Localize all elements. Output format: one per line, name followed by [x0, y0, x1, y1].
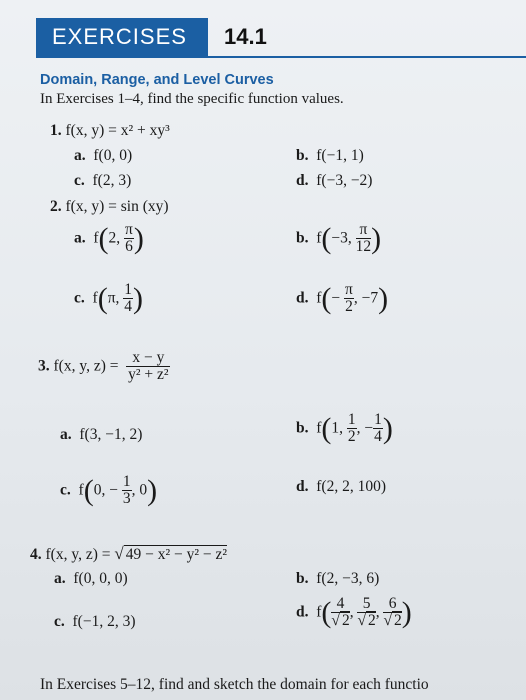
exercise-4b: b. f(2, −3, 6)	[296, 570, 380, 587]
exercise-3b: b. f(1, $\frac{1}{2}$ , − $\frac{1}{4}$ )	[296, 411, 393, 446]
exercise-3c: c. f(0, − $\frac{1}{3}$ , 0)	[60, 473, 158, 508]
exercises-label: EXERCISES	[52, 24, 187, 49]
exercises-5-12-intro: In Exercises 5–12, find and sketch the domain for each functio	[40, 676, 429, 693]
exercise-3d: d. f(2, 2, 100)	[296, 478, 386, 495]
exercise-1d: d. f(−3, −2)	[296, 172, 373, 189]
exercise-1-function: 1. f(x, y) = x² + xy³	[50, 122, 170, 139]
exercise-2a: a. f(2, $\frac{\pi}{6}$ )	[74, 221, 144, 256]
section-title: Domain, Range, and Level Curves	[40, 72, 274, 88]
header-rule	[36, 56, 526, 58]
exercise-4a: a. f(0, 0, 0)	[54, 570, 128, 587]
exercise-3-function: 3. f(x, y, z) = $\frac{x - y}{\text{y² + z²}}$	[38, 349, 169, 384]
exercise-3a: a. f(3, −1, 2)	[60, 426, 143, 443]
section-number: 14.1	[224, 24, 267, 49]
exercise-2b: b. f(−3, $\frac{\pi}{12}$ )	[296, 221, 382, 256]
exercise-4c: c. f(−1, 2, 3)	[54, 613, 136, 630]
exercise-2-function: 2. f(x, y) = sin (xy)	[50, 198, 169, 215]
exercise-2d: d. f(− $\frac{\pi}{2}$ , −7)	[296, 281, 389, 316]
exercise-4-function: 4. f(x, y, z) = √ 49 − x² − y² − z²	[30, 544, 227, 563]
exercise-4d: d. f( $\frac{4}{√ 2}$ , $\frac{5}{√ 2}$ , $\frac{6}{√ 2}$ )	[296, 595, 412, 630]
exercise-1c: c. f(2, 3)	[74, 172, 132, 189]
exercise-1a: a. f(0, 0)	[74, 147, 133, 164]
exercise-2c: c. f(π, $\frac{1}{4}$ )	[74, 281, 144, 316]
intro-text: In Exercises 1–4, find the specific function values.	[40, 91, 344, 107]
exercise-1b: b. f(−1, 1)	[296, 147, 364, 164]
